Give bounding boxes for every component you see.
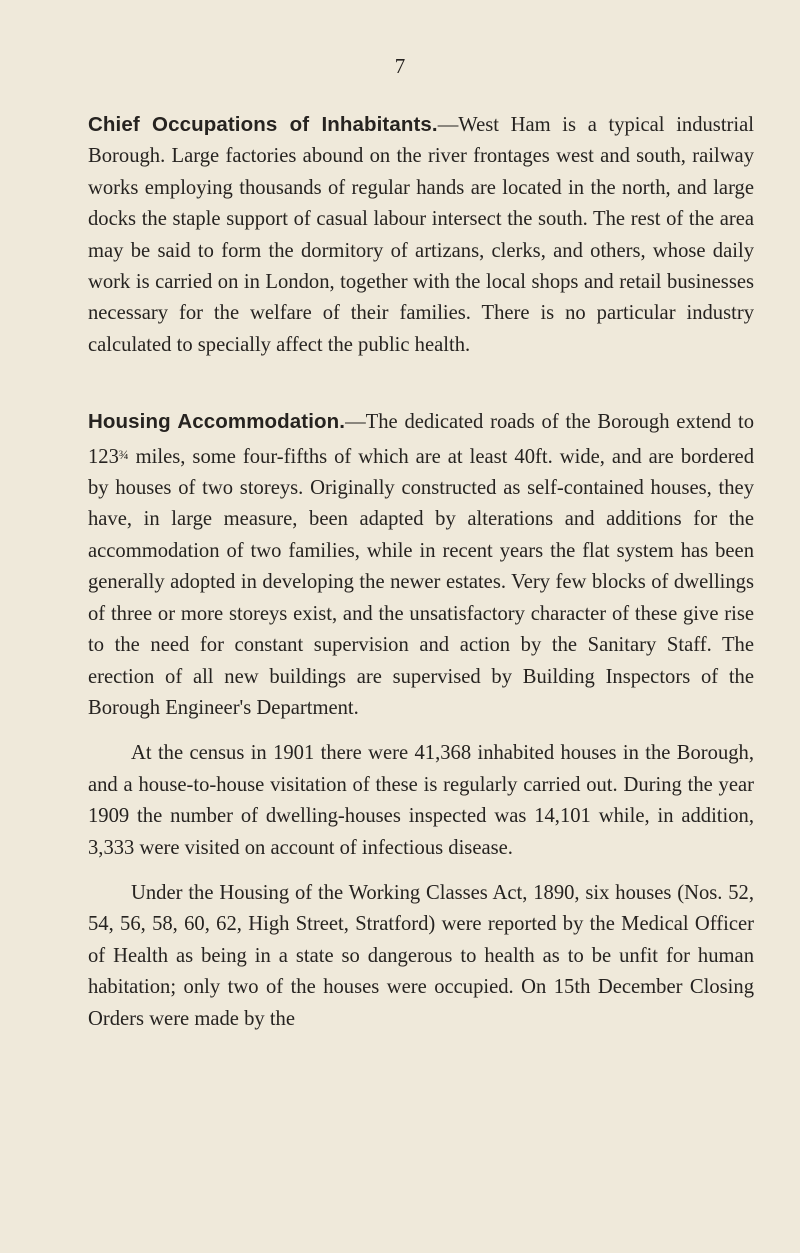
paragraph-housing-act: Under the Housing of the Working Classes Act, 1890, six houses (Nos. 52, 54, 56, 58, 60, 62, High Street, Stratford) were reported by the Medical Officer of Health as being in a state so dangerous to health as to be unfit for human habitation; only two of the houses were occupied. On 15th December Closing Orders were made by the (88, 881, 754, 1030)
section-heading-housing-accommodation: Housing Accommodation. (88, 410, 346, 434)
paragraph-census: At the census in 1901 there were 41,368 inhabited houses in the Borough, and a house-to-house visitation of these is regularly carried out. During the year 1909 the number of dwelling-houses inspected was 14,101 while, in addition, 3,333 were visited on account of infectious disease. (88, 742, 754, 859)
paragraph-text: miles, some four-fifths of which are at least 40ft. wide, and are bordered by houses of two storeys. Originally constructed as self-contained houses, they have, in large measure, been adapted by alterations and additions for the accommodation of two families, while in recent years the flat system has been generally adopted in developing the newer estates. Very few blocks of dwellings of three or more storeys exist, and the unsatisfactory character of these give rise to the need for constant supervision and action by the Sanitary Staff. The erection of all new buildings are supervised by Building Inspectors of the Borough Engineer's Department. (88, 445, 754, 719)
paragraph-chief-occupations (88, 109, 754, 361)
section-heading-chief-occupations: Chief Occupations of Inhabitants. (88, 113, 438, 136)
page-number: 7 (394, 54, 406, 78)
fraction: ¾ (118, 446, 129, 462)
paragraph-text: —The dedicated roads of the Borough extend to 123 (88, 411, 754, 468)
paragraph-text: —West Ham is a typical industrial Borough. Large factories abound on the river frontages west and south, railway works employing thousands of regular hands are located in the north, and large docks the staple support of casual labour intersect the south. The rest of the area may be said to form the dormitory of artizans, clerks, and others, whose daily work is carried on in London, together with the local shops and retail businesses necessary for the welfare of their families. There is no particular industry calculated to specially affect the public health. (88, 114, 754, 356)
page-body (88, 109, 754, 1035)
paragraph-housing-accommodation (88, 406, 754, 724)
